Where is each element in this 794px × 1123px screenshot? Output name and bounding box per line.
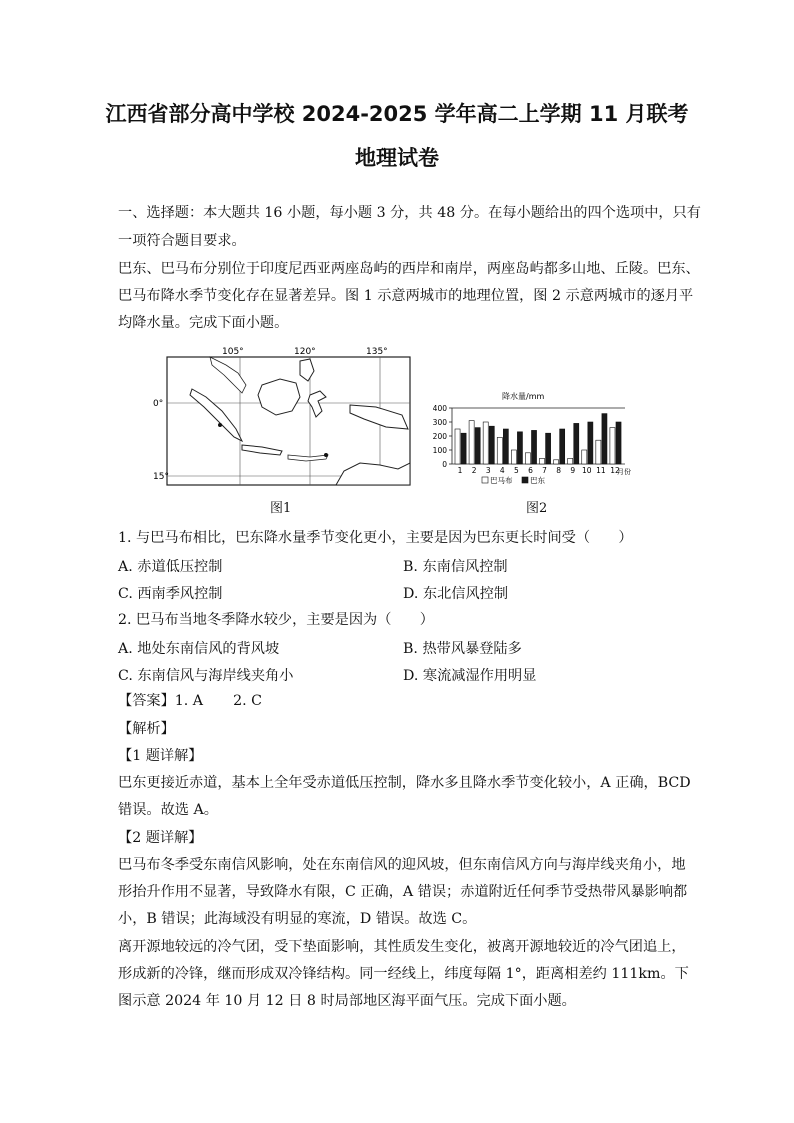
legend-swatch (482, 477, 488, 483)
detail-2-text: 形抬升作用不显著，导致降水有限，C 正确，A 错误；赤道附近任何季节受热带风暴影响都 (118, 884, 688, 900)
bar-badong (546, 433, 551, 464)
q2-option-d: D. 寒流减湿作用明显 (403, 668, 537, 684)
y-tick-label: 200 (432, 432, 447, 441)
bar-badong (489, 426, 494, 464)
figure-2-chart (420, 388, 640, 488)
x-tick-label: 1 (457, 466, 463, 475)
y-axis-label: 降水量/mm (502, 392, 545, 401)
bar-bamabu (511, 450, 516, 464)
detail-2-label: 【2 题详解】 (118, 830, 203, 846)
q2-option-a: A. 地处东南信风的背风坡 (118, 641, 280, 657)
intro-line: 均降水量。完成下面小题。 (118, 315, 289, 331)
x-axis-label: 月份 (617, 468, 631, 476)
bar-badong (517, 432, 522, 464)
detail-2-text: 巴马布冬季受东南信风影响，处在东南信风的迎风坡，但东南信风方向与海岸线夹角小，地 (118, 857, 686, 873)
x-tick-label: 2 (471, 466, 477, 475)
lon-label: 105° (222, 347, 244, 357)
answer-2: 2. C (233, 693, 262, 709)
legend-label: 巴马布 (490, 476, 513, 485)
q1-option-c: C. 西南季风控制 (118, 586, 223, 602)
bar-badong (461, 433, 466, 464)
bar-bamabu (610, 428, 615, 464)
lat-label: 0° (153, 399, 164, 409)
bar-bamabu (525, 453, 530, 464)
legend-label: 巴东 (530, 476, 545, 485)
q2-option-b: B. 热带风暴登陆多 (403, 641, 522, 657)
bar-bamabu (568, 458, 573, 464)
y-tick-label: 100 (432, 446, 447, 455)
lon-label: 120° (294, 347, 316, 357)
figure-1-caption: 图1 (270, 501, 292, 516)
lon-label: 135° (366, 347, 388, 357)
answer-1: 1. A (174, 693, 204, 709)
next-intro-text: 图示意 2024 年 10 月 12 日 8 时局部地区海平面气压。完成下面小题。 (118, 993, 576, 1009)
x-tick-label: 10 (582, 466, 592, 475)
bar-badong (616, 422, 621, 464)
detail-2-text: 小，B 错误；此海域没有明显的寒流，D 错误。故选 C。 (118, 911, 477, 927)
bar-badong (602, 414, 607, 464)
section-header-cont: 一项符合题目要求。 (118, 233, 246, 249)
bar-badong (588, 422, 593, 464)
bar-bamabu (582, 450, 587, 464)
x-tick-label: 6 (528, 466, 533, 475)
bar-bamabu (455, 429, 460, 464)
figure-1-map (150, 345, 415, 490)
intro-line: 巴东、巴马布分别位于印度尼西亚两座岛屿的西岸和南岸，两座岛屿都多山地、丘陵。巴东、 (118, 261, 700, 277)
y-tick-label: 400 (432, 404, 447, 413)
q2-option-c: C. 东南信风与海岸线夹角小 (118, 668, 294, 684)
page-subtitle: 地理试卷 (355, 146, 439, 170)
x-tick-label: 12 (610, 466, 620, 475)
intro-line: 巴马布降水季节变化存在显著差异。图 1 示意两城市的地理位置，图 2 示意两城市的逐月平 (118, 288, 694, 304)
bar-bamabu (469, 421, 474, 464)
answer-label: 【答案】 (118, 693, 175, 709)
y-tick-label: 0 (442, 460, 447, 469)
x-tick-label: 8 (556, 466, 562, 475)
figure-2-caption: 图2 (526, 501, 548, 516)
x-tick-label: 9 (570, 466, 576, 475)
detail-1-text: 巴东更接近赤道，基本上全年受赤道低压控制，降水多且降水季节变化较小，A 正确，BCD (118, 775, 691, 791)
question-2-stem: 2. 巴马布当地冬季降水较少，主要是因为（ ） (118, 612, 434, 628)
legend-swatch (522, 477, 528, 483)
question-1-stem: 1. 与巴马布相比，巴东降水量季节变化更小，主要是因为巴东更长时间受（ ） (118, 530, 633, 546)
bar-badong (574, 423, 579, 464)
bar-badong (503, 429, 508, 464)
answer-line (118, 691, 262, 711)
detail-1-label: 【1 题详解】 (118, 748, 203, 764)
section-header: 一、选择题：本大题共 16 小题，每小题 3 分，共 48 分。在每小题给出的四个选项中，只有 (118, 205, 701, 221)
x-tick-label: 5 (514, 466, 519, 475)
bar-badong (531, 430, 536, 464)
x-tick-label: 7 (542, 466, 547, 475)
next-intro-text: 离开源地较远的冷气团，受下垫面影响，其性质发生变化，被离开源地较近的冷气团追上， (118, 939, 686, 955)
bar-bamabu (554, 460, 559, 464)
q1-option-b: B. 东南信风控制 (403, 559, 508, 575)
bar-bamabu (483, 422, 488, 464)
page-title: 江西省部分高中学校 2024-2025 学年高二上学期 11 月联考 (105, 102, 689, 126)
q1-option-a: A. 赤道低压控制 (118, 559, 223, 575)
bar-badong (560, 429, 565, 464)
next-intro-text: 形成新的冷锋，继而形成双冷锋结构。同一经线上，纬度每隔 1°，距离相差约 111km。下 (118, 966, 689, 982)
analysis-label: 【解析】 (118, 721, 175, 737)
x-tick-label: 11 (596, 466, 606, 475)
lat-label: 15° (153, 472, 169, 482)
bar-bamabu (596, 440, 601, 464)
x-tick-label: 3 (485, 466, 491, 475)
detail-1-text: 错误。故选 A。 (118, 802, 218, 818)
q1-option-d: D. 东北信风控制 (403, 586, 509, 602)
bar-badong (475, 428, 480, 464)
bar-bamabu (497, 437, 502, 464)
y-tick-label: 300 (432, 418, 447, 427)
bar-bamabu (540, 458, 545, 464)
x-tick-label: 4 (499, 466, 505, 475)
